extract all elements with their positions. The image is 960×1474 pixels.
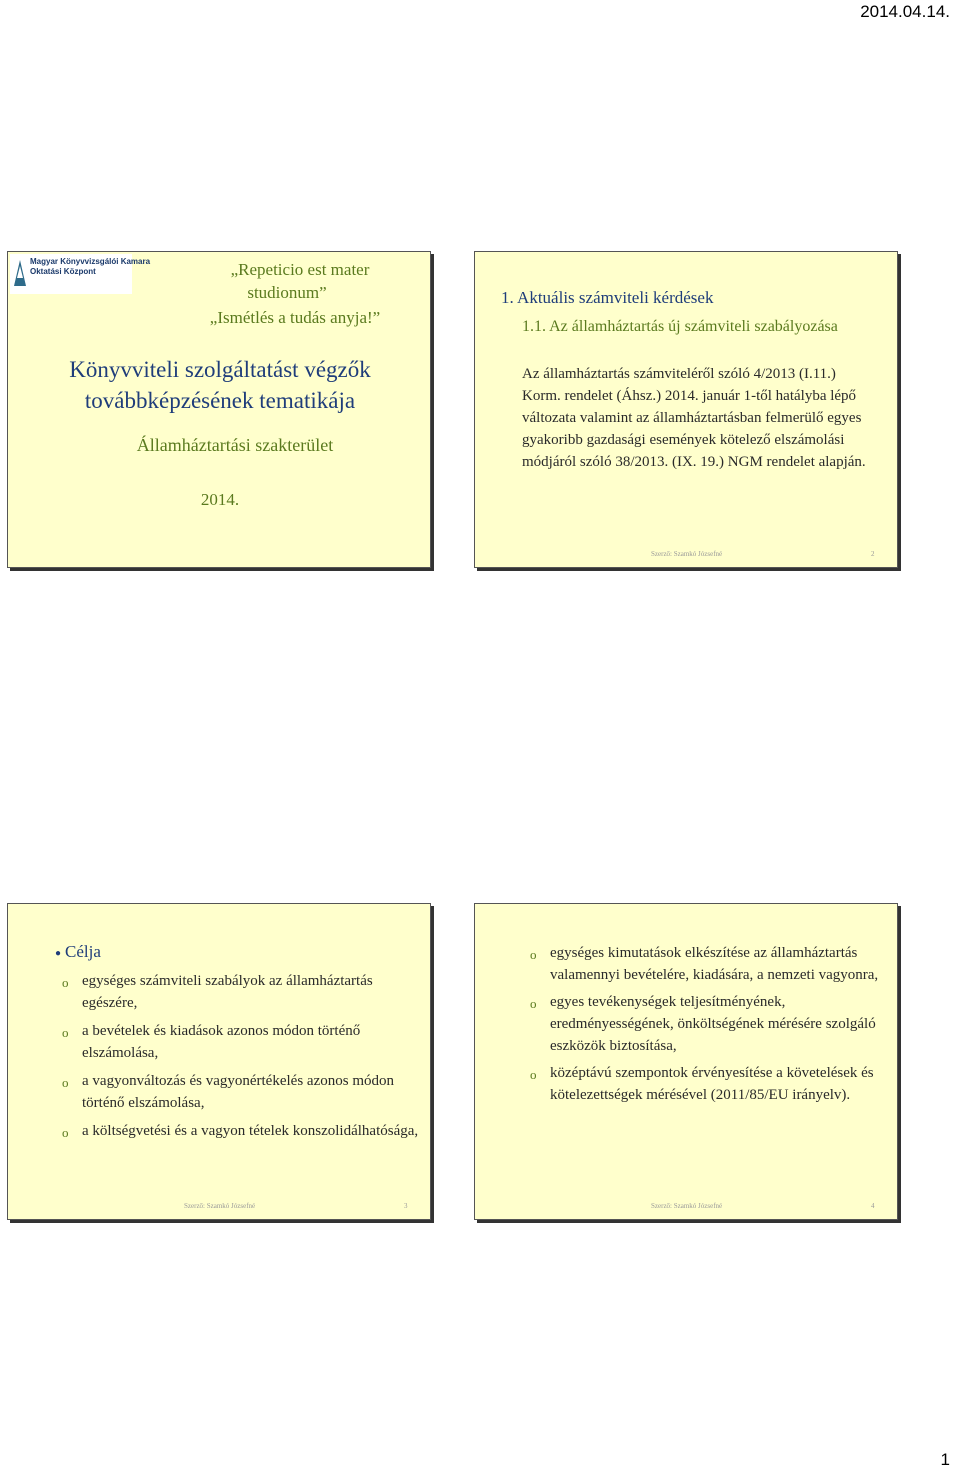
logo-text: Magyar Könyvvizsgálói Kamara Oktatási Központ xyxy=(30,257,151,276)
circle-bullet-icon: o xyxy=(62,1025,69,1040)
goal-list-continued xyxy=(530,942,890,1111)
circle-bullet-icon: o xyxy=(530,947,537,962)
list-item: o középtávú szempontok érvényesítése a követelések és kötelezettségek mérésével (2011/85/EU irányelv). xyxy=(530,1065,874,1103)
goal-heading: ● Célja xyxy=(55,942,101,961)
body-text: Az államháztartás számviteléről szóló 4/2013 (I.11.) Korm. rendelet (Áhsz.) 2014. január 1-től hatályba lépő változata valamint az államháztartásban felmerülő egyes gyakoribb gazdasági események kötelező elszámolási módjáról szóló 38/2013. (IX. 19.) NGM rendelet alapján. xyxy=(522,366,866,470)
slide-2 xyxy=(474,251,898,568)
slide-number: 4 xyxy=(871,1202,875,1210)
slide-subtitle: Államháztartási szakterület xyxy=(136,435,334,455)
motto-line-1: „Repeticio est mater xyxy=(230,260,370,279)
slide-year: 2014. xyxy=(200,490,240,509)
slide-number: 3 xyxy=(404,1202,408,1210)
motto-line-3: „Ismétlés a tudás anyja!” xyxy=(209,308,381,327)
slide-3 xyxy=(7,903,431,1220)
circle-bullet-icon: o xyxy=(62,1125,69,1140)
slide-author: Szerző: Szamkó Józsefné xyxy=(184,1202,256,1210)
slide-title: Könyvviteli szolgáltatást végzők továbbképzésének tematikája xyxy=(69,357,371,413)
slide-number: 2 xyxy=(871,550,875,558)
page-number: 1 xyxy=(940,1450,950,1469)
circle-bullet-icon: o xyxy=(62,1075,69,1090)
motto-line-2: studionum” xyxy=(247,283,327,302)
goal-list xyxy=(62,970,422,1148)
section-heading: 1. Aktuális számviteli kérdések xyxy=(501,288,714,307)
list-item: o egyes tevékenységek teljesítményének, eredményességének, önköltségének mérésére szolgáló eszközök biztosítása, xyxy=(530,994,876,1054)
circle-bullet-icon: o xyxy=(530,996,537,1011)
list-item: o a bevételek és kiadások azonos módon történő elszámolása, xyxy=(62,1023,361,1061)
circle-bullet-icon: o xyxy=(530,1067,537,1082)
circle-bullet-icon: o xyxy=(62,975,69,990)
slide-4 xyxy=(474,903,898,1220)
bullet-icon: ● xyxy=(55,947,62,959)
slide-author: Szerző: Szamkó Józsefné xyxy=(651,550,723,558)
list-item: o egységes számviteli szabályok az államháztartás egészére, xyxy=(62,973,373,1011)
list-item: o a költségvetési és a vagyon tételek konszolidálhatósága, xyxy=(82,1120,422,1142)
slide-1 xyxy=(7,251,431,568)
list-item: o egységes kimutatások elkészítése az államháztartás valamennyi bevételére, kiadására, a nemzeti vagyonra, xyxy=(530,945,879,983)
slide-author: Szerző: Szamkó Józsefné xyxy=(651,1202,723,1210)
subsection-heading: 1.1. Az államháztartás új számviteli szabályozása xyxy=(522,318,838,335)
page-date: 2014.04.14. xyxy=(860,2,950,21)
list-item: o a vagyonváltozás és vagyonértékelés azonos módon történő elszámolása, xyxy=(62,1073,394,1111)
